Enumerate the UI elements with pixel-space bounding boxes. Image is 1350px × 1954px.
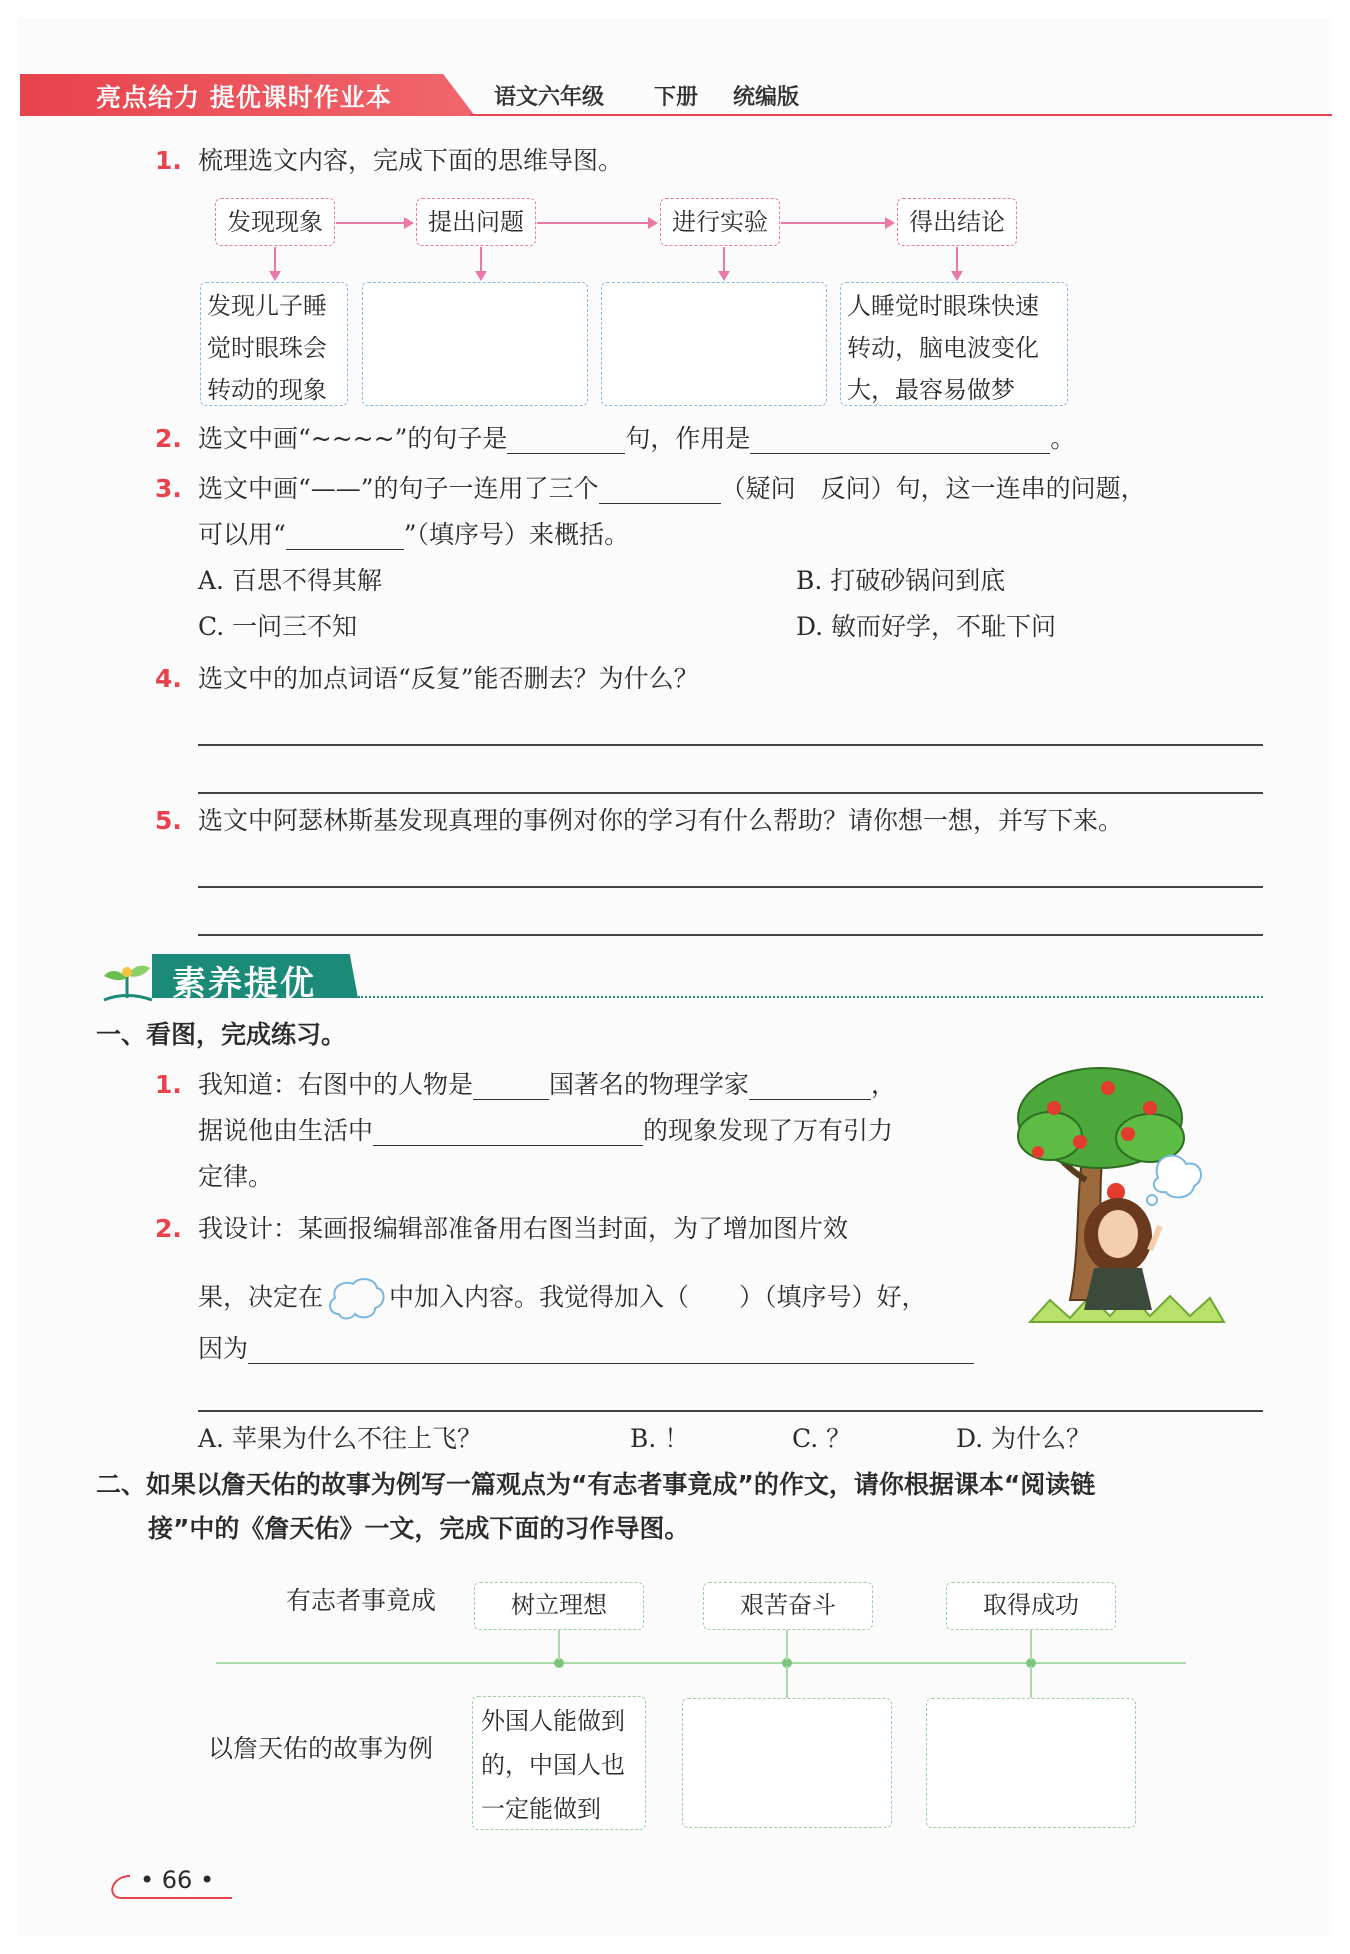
part1-heading: 一、看图，完成练习。: [96, 1020, 347, 1049]
p1-q2-option-d: D. 为什么？: [956, 1424, 1092, 1453]
answer-line[interactable]: [198, 792, 1263, 794]
mindmap-node-1: 发现现象: [215, 198, 335, 246]
section-divider: [358, 996, 1263, 998]
q4-number: 4.: [155, 664, 182, 693]
wavy-mark: ~~~~: [310, 424, 395, 453]
blank-phenomenon[interactable]: [373, 1121, 643, 1146]
guide-label-bottom: 以詹天佑的故事为例: [208, 1734, 434, 1763]
mindmap-arrow: [537, 222, 656, 224]
q3-text-line1: 选文中画“——”的句子一连用了三个 （疑问 反问）句，这一连串的问题，: [198, 474, 1146, 503]
answer-line[interactable]: [198, 1410, 1263, 1412]
mindmap-arrow: [781, 222, 893, 224]
header-edition: 统编版: [733, 85, 800, 110]
timeline-connector: [1030, 1630, 1032, 1660]
q1-text: 梳理选文内容，完成下面的思维导图。: [198, 146, 624, 175]
q3-blank-choice[interactable]: [286, 525, 404, 550]
p1-q1-line2: 据说他由生活中 的现象发现了万有引力: [198, 1116, 894, 1145]
p1-q2-option-c: C. ？: [792, 1424, 852, 1453]
part2-heading-line1: 二、如果以詹天佑的故事为例写一篇观点为“有志者事竟成”的作文，请你根据课本“阅读链: [96, 1470, 1096, 1499]
q3-blank-type[interactable]: [599, 479, 721, 504]
p1-q2-line2: 果，决定在 中加入内容。我觉得加入（ ）（填序号）好，: [198, 1274, 927, 1324]
q2-text: 选文中画“~~~~”的句子是 句，作用是 。: [198, 424, 1076, 453]
q2-blank-purpose[interactable]: [750, 429, 1050, 454]
p1-q2-option-b: B. ！: [630, 1424, 690, 1453]
blank-country[interactable]: [473, 1075, 549, 1100]
guide-timeline: [216, 1662, 1186, 1664]
q3-number: 3.: [155, 474, 182, 503]
answer-line[interactable]: [198, 886, 1263, 888]
p1-q2-option-a: A. 苹果为什么不往上飞？: [198, 1424, 482, 1453]
blank-reason[interactable]: [248, 1339, 974, 1364]
part2-heading-line2: 接”中的《詹天佑》一文，完成下面的习作导图。: [148, 1514, 690, 1543]
blank-physicist[interactable]: [749, 1075, 871, 1100]
q4-text: 选文中的加点词语“反复”能否删去？为什么？: [198, 664, 699, 693]
q5-number: 5.: [155, 806, 182, 835]
p1-q2-line3: 因为: [198, 1334, 974, 1364]
mindmap-down-arrow: [274, 247, 276, 279]
q1-number: 1.: [155, 146, 182, 175]
q2-number: 2.: [155, 424, 182, 453]
q3-text-line2: 可以用“ ”（填序号）来概括。: [198, 520, 630, 549]
sprout-icon: [98, 954, 156, 1004]
header-title: 亮点给力 提优课时作业本: [96, 83, 392, 112]
timeline-connector: [558, 1630, 560, 1660]
header-rule: [470, 114, 1332, 116]
p1-q2-number: 2.: [155, 1214, 182, 1243]
q3-option-c: C. 一问三不知: [198, 612, 358, 641]
q3-option-d: D. 敏而好学，不耻下问: [796, 612, 1057, 641]
p1-q1-line1: 我知道：右图中的人物是 国著名的物理学家 ，: [198, 1070, 897, 1099]
q3-option-b: B. 打破砂锅问到底: [796, 566, 1006, 595]
answer-line[interactable]: [198, 744, 1263, 746]
guide-stage-2: 艰苦奋斗: [703, 1582, 873, 1630]
guide-detail-2-blank[interactable]: [682, 1698, 892, 1828]
timeline-connector: [1030, 1666, 1032, 1698]
page-number: • 66 •: [140, 1866, 215, 1894]
header-volume: 下册: [654, 85, 699, 110]
newton-apple-tree-illustration: [1010, 1060, 1260, 1350]
mindmap-detail-3-blank[interactable]: [601, 282, 827, 406]
p1-q1-number: 1.: [155, 1070, 182, 1099]
guide-detail-3-blank[interactable]: [926, 1698, 1136, 1828]
mindmap-down-arrow: [480, 247, 482, 279]
mindmap-node-4: 得出结论: [897, 198, 1017, 246]
guide-stage-3: 取得成功: [946, 1582, 1116, 1630]
q5-text: 选文中阿瑟林斯基发现真理的事例对你的学习有什么帮助？请你想一想，并写下来。: [198, 806, 1124, 835]
answer-line[interactable]: [198, 934, 1263, 936]
thought-bubble-icon: [325, 1274, 387, 1324]
guide-detail-1: 外国人能做到 的，中国人也 一定能做到: [472, 1696, 646, 1830]
guide-stage-1: 树立理想: [474, 1582, 644, 1630]
header-subject: 语文六年级: [494, 85, 605, 110]
timeline-connector: [786, 1666, 788, 1698]
guide-label-top: 有志者事竟成: [286, 1586, 437, 1615]
mindmap-down-arrow: [723, 247, 725, 279]
timeline-connector: [786, 1630, 788, 1660]
mindmap-arrow: [336, 222, 412, 224]
q3-option-a: A. 百思不得其解: [198, 566, 382, 595]
mindmap-down-arrow: [956, 247, 958, 279]
mindmap-node-3: 进行实验: [660, 198, 780, 246]
q2-blank-type[interactable]: [507, 429, 625, 454]
p1-q1-line3: 定律。: [198, 1162, 274, 1191]
mindmap-detail-1: 发现儿子睡 觉时眼珠会 转动的现象: [200, 282, 348, 406]
mindmap-node-2: 提出问题: [416, 198, 536, 246]
section-title: 素养提优: [172, 964, 316, 1004]
mindmap-detail-2-blank[interactable]: [362, 282, 588, 406]
p1-q2-line1: 我设计：某画报编辑部准备用右图当封面，为了增加图片效: [198, 1214, 849, 1243]
mindmap-detail-4: 人睡觉时眼珠快速 转动，脑电波变化 大，最容易做梦: [840, 282, 1068, 406]
